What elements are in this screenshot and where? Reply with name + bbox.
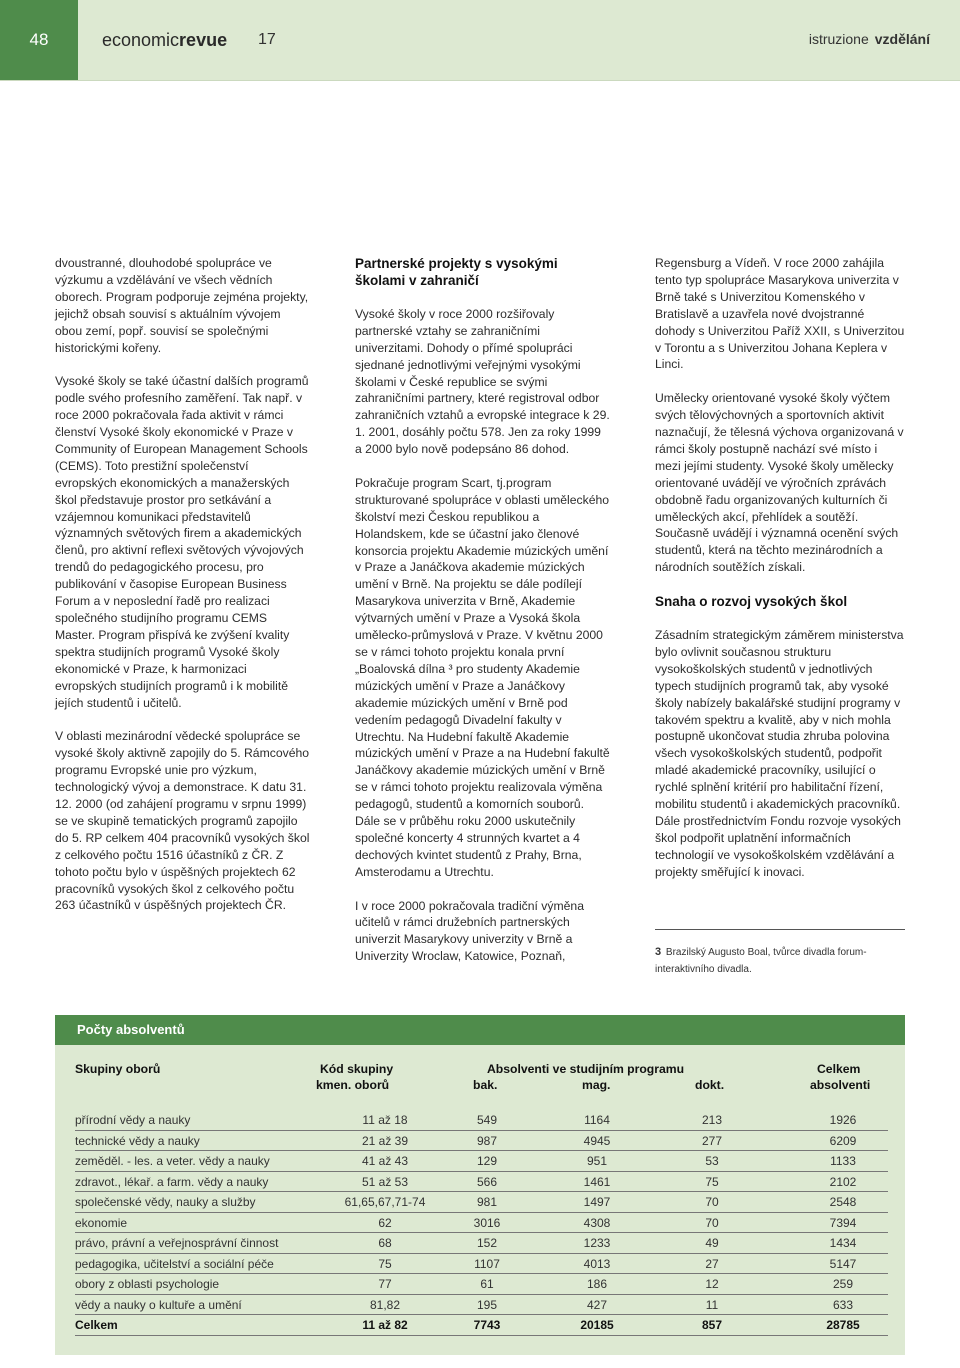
cell-code: 77 bbox=[378, 1277, 392, 1291]
page-header bbox=[0, 0, 960, 81]
table-row bbox=[75, 1233, 888, 1254]
brand-bold: revue bbox=[179, 30, 228, 50]
cell-total: 633 bbox=[832, 1297, 854, 1312]
header-total-2: absolventi bbox=[810, 1078, 871, 1092]
cell-total: 1133 bbox=[830, 1154, 856, 1168]
header-graduates: Absolventi ve studijním programu bbox=[487, 1062, 685, 1076]
article-column-3 bbox=[655, 255, 905, 897]
paragraph: dvoustranné, dlouhodobé spolupráce ve výzkumu a vzdělávání ve všech vědních oborech. Program podporuje zejména projekty, jejichž obsah souvisí s aktuálním vývojem obou zemí, popř. souvisí se společnými historickými kořeny. bbox=[55, 256, 309, 355]
section-heading: Partnerské projekty s vysokými školami v zahraničí bbox=[355, 256, 558, 288]
table-total-row bbox=[75, 1315, 888, 1336]
cell-bak: 7743 bbox=[473, 1318, 501, 1332]
cell-bak: 152 bbox=[476, 1236, 498, 1250]
header-total-1: Celkem bbox=[817, 1062, 861, 1076]
table-row bbox=[75, 1213, 888, 1234]
table-rows bbox=[75, 1110, 888, 1336]
cell-group: zdravot., lékař. a farm. vědy a nauky bbox=[75, 1174, 269, 1189]
cell-group: obory z oblasti psychologie bbox=[75, 1277, 220, 1291]
cell-dokt: 75 bbox=[705, 1174, 719, 1189]
footnote bbox=[655, 929, 905, 978]
magazine-brand bbox=[102, 30, 227, 51]
table-row bbox=[75, 1254, 888, 1275]
cell-code: 51 až 53 bbox=[361, 1174, 409, 1189]
cell-dokt: 857 bbox=[701, 1318, 723, 1332]
header-bak: bak. bbox=[473, 1078, 498, 1092]
section-label bbox=[809, 31, 930, 47]
cell-group: Celkem bbox=[75, 1318, 118, 1332]
cell-code: 81,82 bbox=[369, 1297, 401, 1312]
cell-bak: 987 bbox=[476, 1133, 498, 1148]
cell-mag: 4945 bbox=[583, 1133, 611, 1148]
cell-code: 41 až 43 bbox=[361, 1154, 409, 1168]
header-group: Skupiny oborů bbox=[75, 1062, 161, 1076]
cell-total: 1434 bbox=[829, 1236, 857, 1250]
cell-group: právo, právní a veřejnosprávní činnost bbox=[75, 1236, 279, 1250]
cell-total: 7394 bbox=[829, 1215, 857, 1230]
cell-dokt: 53 bbox=[705, 1154, 719, 1168]
cell-dokt: 27 bbox=[705, 1256, 719, 1271]
paragraph: Regensburg a Vídeň. V roce 2000 zahájila tento typ spolupráce Masarykova univerzita v Brně také s Univerzitou Komenského v Bratislavě a uzavřela nové dvojstranné dohody s Univerzitou Paříž XXII, s Univerzitou v Torontu a s Univerzitou Johana Keplera v Linci. bbox=[655, 256, 905, 372]
paragraph: V oblasti mezinárodní vědecké spolupráce se vysoké školy aktivně zapojily do 5. Rámcového programu Evropské unie pro výzkum, technologický vývoj a demonstrace. K datu 31. 12. 2000 (od zahájení programu v srpnu 1999) se ve skupině tematických programů zapojilo do 5. RP celkem 404 pracovníků vysokých škol z celkového počtu 1516 účastníků z ČR. Z tohoto počtu bylo v úspěšných projektech 62 pracovníků vysokých škol z celkového počtu 263 účastníků v úspěšných projektech ČR. bbox=[55, 729, 310, 913]
section-light: istruzione bbox=[808, 31, 869, 47]
issue-number: 17 bbox=[258, 31, 276, 48]
cell-bak: 1107 bbox=[474, 1256, 500, 1271]
cell-group: přírodní vědy a nauky bbox=[75, 1113, 191, 1127]
cell-mag: 427 bbox=[586, 1297, 608, 1312]
cell-mag: 1461 bbox=[583, 1174, 611, 1189]
cell-total: 6209 bbox=[829, 1133, 857, 1148]
cell-group: společenské vědy, nauky a služby bbox=[75, 1195, 256, 1209]
cell-dokt: 70 bbox=[705, 1215, 719, 1230]
cell-dokt: 70 bbox=[705, 1195, 719, 1209]
paragraph: Pokračuje program Scart, tj.program strukturované spolupráce v oblasti uměleckého školství mezi Českou republikou a Holandskem, kde se účastní jako členové konsorcia projektu Akademie múzických umění v Praze a Janáčkova akademie múzických umění v Brně. Na projektu se dále podílejí Masarykova univerzita v Brně, Akademie výtvarných umění v Praze a Vysoká škola umělecko-průmyslová v Praze. V květnu 2000 se v rámci tohoto projektu konala první „Boalovská dílna ³ pro studenty Akademie múzických umění v Praze a Janáčkovy akademie múzických umění v Brně pod vedením pedagogů Divadelní fakulty v Utrechtu. Na Hudební fakultě Akademie múzických umění v Praze a na Hudební fakultě Janáčkovy akademie múzických umění v Brně se v rámci tohoto projektu realizovala výměna pedagogů, studentů a komorních souborů. Dále se v průběhu roku 2000 uskutečnily společné koncerty 4 strunných kvartet a 4 dechových kvintet studentů z Prahy, Brna, Amsterodamu a Utrechtu. bbox=[355, 475, 610, 879]
cell-group: vědy a nauky o kultuře a umění bbox=[75, 1297, 242, 1312]
cell-code: 61,65,67,71-74 bbox=[344, 1195, 426, 1209]
cell-total: 259 bbox=[832, 1277, 854, 1291]
cell-bak: 3016 bbox=[473, 1215, 501, 1230]
cell-code: 11 až 82 bbox=[362, 1318, 408, 1332]
cell-mag: 1497 bbox=[583, 1195, 611, 1209]
cell-bak: 549 bbox=[476, 1113, 498, 1127]
cell-dokt: 11 bbox=[705, 1297, 719, 1312]
cell-bak: 61 bbox=[480, 1277, 494, 1291]
cell-total: 5147 bbox=[829, 1256, 857, 1271]
article-column-1 bbox=[55, 255, 310, 931]
cell-dokt: 49 bbox=[705, 1236, 719, 1250]
cell-bak: 195 bbox=[476, 1297, 498, 1312]
cell-mag: 1233 bbox=[583, 1236, 611, 1250]
cell-group: ekonomie bbox=[75, 1215, 128, 1230]
cell-code: 68 bbox=[378, 1236, 392, 1250]
cell-bak: 981 bbox=[476, 1195, 498, 1209]
paragraph: I v roce 2000 pokračovala tradiční výměna učitelů v rámci družebních partnerských univerzit Masarykovy univerzity v Brně a Univerzity Wroclaw, Katowice, Poznaň, bbox=[355, 898, 584, 964]
cell-group: pedagogika, učitelství a sociální péče bbox=[75, 1256, 274, 1271]
header-code-2: kmen. oborů bbox=[316, 1078, 390, 1092]
table-row bbox=[75, 1110, 888, 1131]
cell-mag: 20185 bbox=[580, 1318, 614, 1332]
paragraph: Zásadním strategickým záměrem ministerstva bylo ovlivnit současnou strukturu vysokoškolských studentů v jednotlivých typech studijních programů tak, aby vysoké školy nabízely bakalářské studijní programy v takovém spektru a kvalitě, aby v nich mohla postupně ukončovat studia zhruba polovina všech vysokoškolských studentů, podpořit mladé akademické pracovníky, usilující o rychlé splnění kritérií pro habilitační řízení, mobilitu studentů i akademických pracovníků. Dále prostřednictvím Fondu rozvoje vysokých škol podpořit uplatnění informačních technologií ve vysokoškolském vzdělávání a projekty směřující k inovaci. bbox=[655, 627, 904, 879]
footnote-text: Brazilský Augusto Boal, tvůrce divadla forum-interaktivního divadla. bbox=[655, 947, 867, 975]
cell-code: 21 až 39 bbox=[361, 1133, 409, 1148]
cell-bak: 566 bbox=[476, 1174, 498, 1189]
header-code-1: Kód skupiny bbox=[320, 1062, 394, 1076]
cell-dokt: 12 bbox=[705, 1277, 719, 1291]
cell-mag: 951 bbox=[586, 1154, 608, 1168]
cell-mag: 1164 bbox=[584, 1113, 610, 1127]
footnote-number: 3 bbox=[655, 946, 662, 958]
table-row bbox=[75, 1151, 888, 1172]
table-row bbox=[75, 1131, 888, 1152]
cell-total: 28785 bbox=[826, 1318, 860, 1332]
cell-code: 62 bbox=[378, 1215, 392, 1230]
section-heading: Snaha o rozvoj vysokých škol bbox=[655, 594, 848, 610]
cell-mag: 4013 bbox=[583, 1256, 611, 1271]
table-row bbox=[75, 1172, 888, 1193]
cell-total: 1926 bbox=[829, 1113, 857, 1127]
table-row bbox=[75, 1192, 888, 1213]
cell-total: 2102 bbox=[829, 1174, 857, 1189]
cell-group: technické vědy a nauky bbox=[75, 1133, 200, 1148]
table-title: Počty absolventů bbox=[55, 1015, 905, 1045]
cell-mag: 4308 bbox=[583, 1215, 611, 1230]
paragraph: Vysoké školy se také účastní dalších programů podle svého profesního zaměření. Tak např. v roce 2000 pokračovala řada aktivit v rámci členství Vysoké školy ekonomické v Praze v Community of European Management Schools (CEMS). Toto prestižní společenství evropských ekonomických a manažerských škol představuje prostor pro setkávání a vzájemnou komunikaci představitelů významných světových firem a akademických členů, pro aktivní reflexi světových vývojových trendů do pedagogického procesu, pro publikování v časopise European Business Forum a v neposlední řadě pro realizaci společného studijního programu CEMS Master. Program přispívá ke zvýšení kvality spektra studijních programů Vysoké školy ekonomické v Praze, k harmonizaci evropských studijních programů i k mobilitě jejích studentů i učitelů. bbox=[55, 374, 309, 710]
cell-bak: 129 bbox=[476, 1154, 498, 1168]
page-number: 48 bbox=[0, 0, 78, 80]
header-dokt: dokt. bbox=[695, 1078, 725, 1092]
article-column-2 bbox=[355, 255, 610, 982]
cell-dokt: 277 bbox=[701, 1133, 723, 1148]
paragraph: Umělecky orientované vysoké školy výčtem svých tělovýchovných a sportovních aktivit naznačují, že tělesná výchova organizovaná v rámci školy postupně nachází své místo i mezi jejími studenty. Vysoké školy umělecky orientované uvádějí ve výročních zprávách obdobně řadu organizovaných kulturních či uměleckých akcí, přehlídek a soutěží. Současně uvádějí i významná ocenění svých studentů, která na těchto mezinárodních a národních soutěžích získali. bbox=[655, 391, 904, 575]
table-row bbox=[75, 1295, 888, 1316]
cell-mag: 186 bbox=[586, 1277, 608, 1291]
header-mag: mag. bbox=[582, 1078, 611, 1092]
cell-code: 75 bbox=[378, 1256, 392, 1271]
brand-light: economic bbox=[102, 30, 180, 50]
cell-dokt: 213 bbox=[701, 1113, 723, 1127]
cell-code: 11 až 18 bbox=[362, 1113, 408, 1127]
cell-group: zeměděl. - les. a veter. vědy a nauky bbox=[75, 1154, 270, 1168]
paragraph: Vysoké školy v roce 2000 rozšiřovaly partnerské vztahy se zahraničními univerzitami. Dohody o přímé spolupráci sjednané jednotlivými veřejnými vysokými školami v České republice se svými zahraničními partnery, které registroval odbor zahraničních vztahů a evropské integrace k 29. 1. 2001, dosáhly počtu 578. Jen za roky 1999 a 2000 bylo nově podepsáno 86 dohod. bbox=[355, 306, 610, 457]
cell-total: 2548 bbox=[829, 1195, 857, 1209]
table-row bbox=[75, 1274, 888, 1295]
section-bold: vzdělání bbox=[874, 31, 930, 47]
